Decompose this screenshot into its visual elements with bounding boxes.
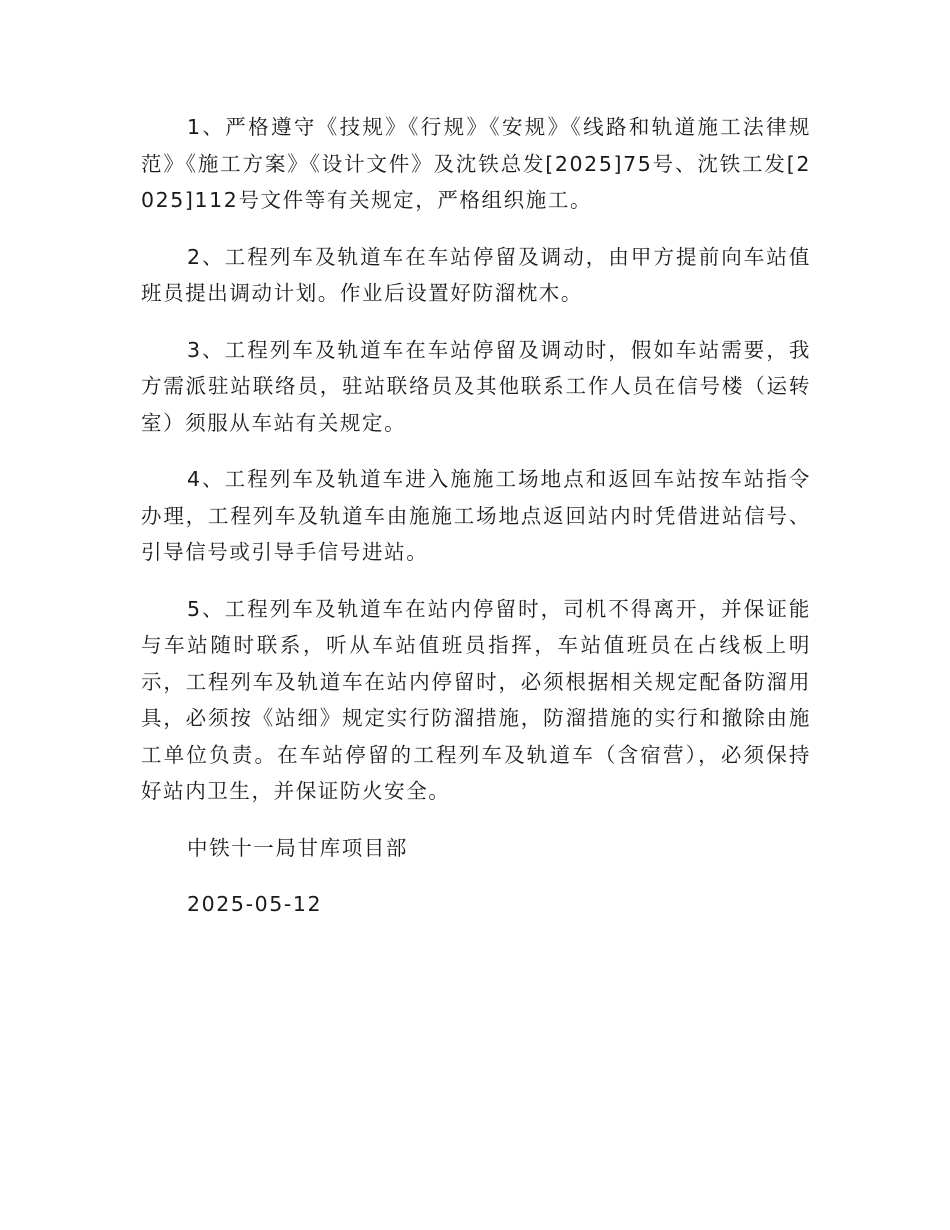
paragraph-2: 2、工程列车及轨道车在车站停留及调动，由甲方提前向车站值班员提出调动计划。作业后设置好防溜枕木。 [141, 244, 811, 305]
paragraph-4: 4、工程列车及轨道车进入施施工场地点和返回车站按车站指令办理，工程列车及轨道车由施施工场地点返回站内时凭借进站信号、引导信号或引导手信号进站。 [141, 467, 811, 564]
paragraph-5: 5、工程列车及轨道车在站内停留时，司机不得离开，并保证能与车站随时联系，听从车站值班员指挥，车站值班员在占线板上明示，工程列车及轨道车在站内停留时，必须根据相关规定配备防溜用具，必须按《站细》规定实行防溜措施，防溜措施的实行和撤除由施工单位负责。在车站停留的工程列车及轨道车（含宿营），必须保持好站内卫生，并保证防火安全。 [141, 596, 811, 803]
paragraph-1: 1、严格遵守《技规》《行规》《安规》《线路和轨道施工法律规范》《施工方案》《设计文件》及沈铁总发[2025]75号、沈铁工发[2025]112号文件等有关规定，严格组织施工。 [141, 115, 811, 212]
document-date: 2025-05-12 [187, 892, 323, 916]
paragraph-3: 3、工程列车及轨道车在车站停留及调动时，假如车站需要，我方需派驻站联络员，驻站联络员及其他联系工作人员在信号楼（运转室）须服从车站有关规定。 [141, 337, 811, 435]
document-body [141, 109, 811, 923]
signature: 中铁十一局甘库项目部 [187, 835, 408, 860]
